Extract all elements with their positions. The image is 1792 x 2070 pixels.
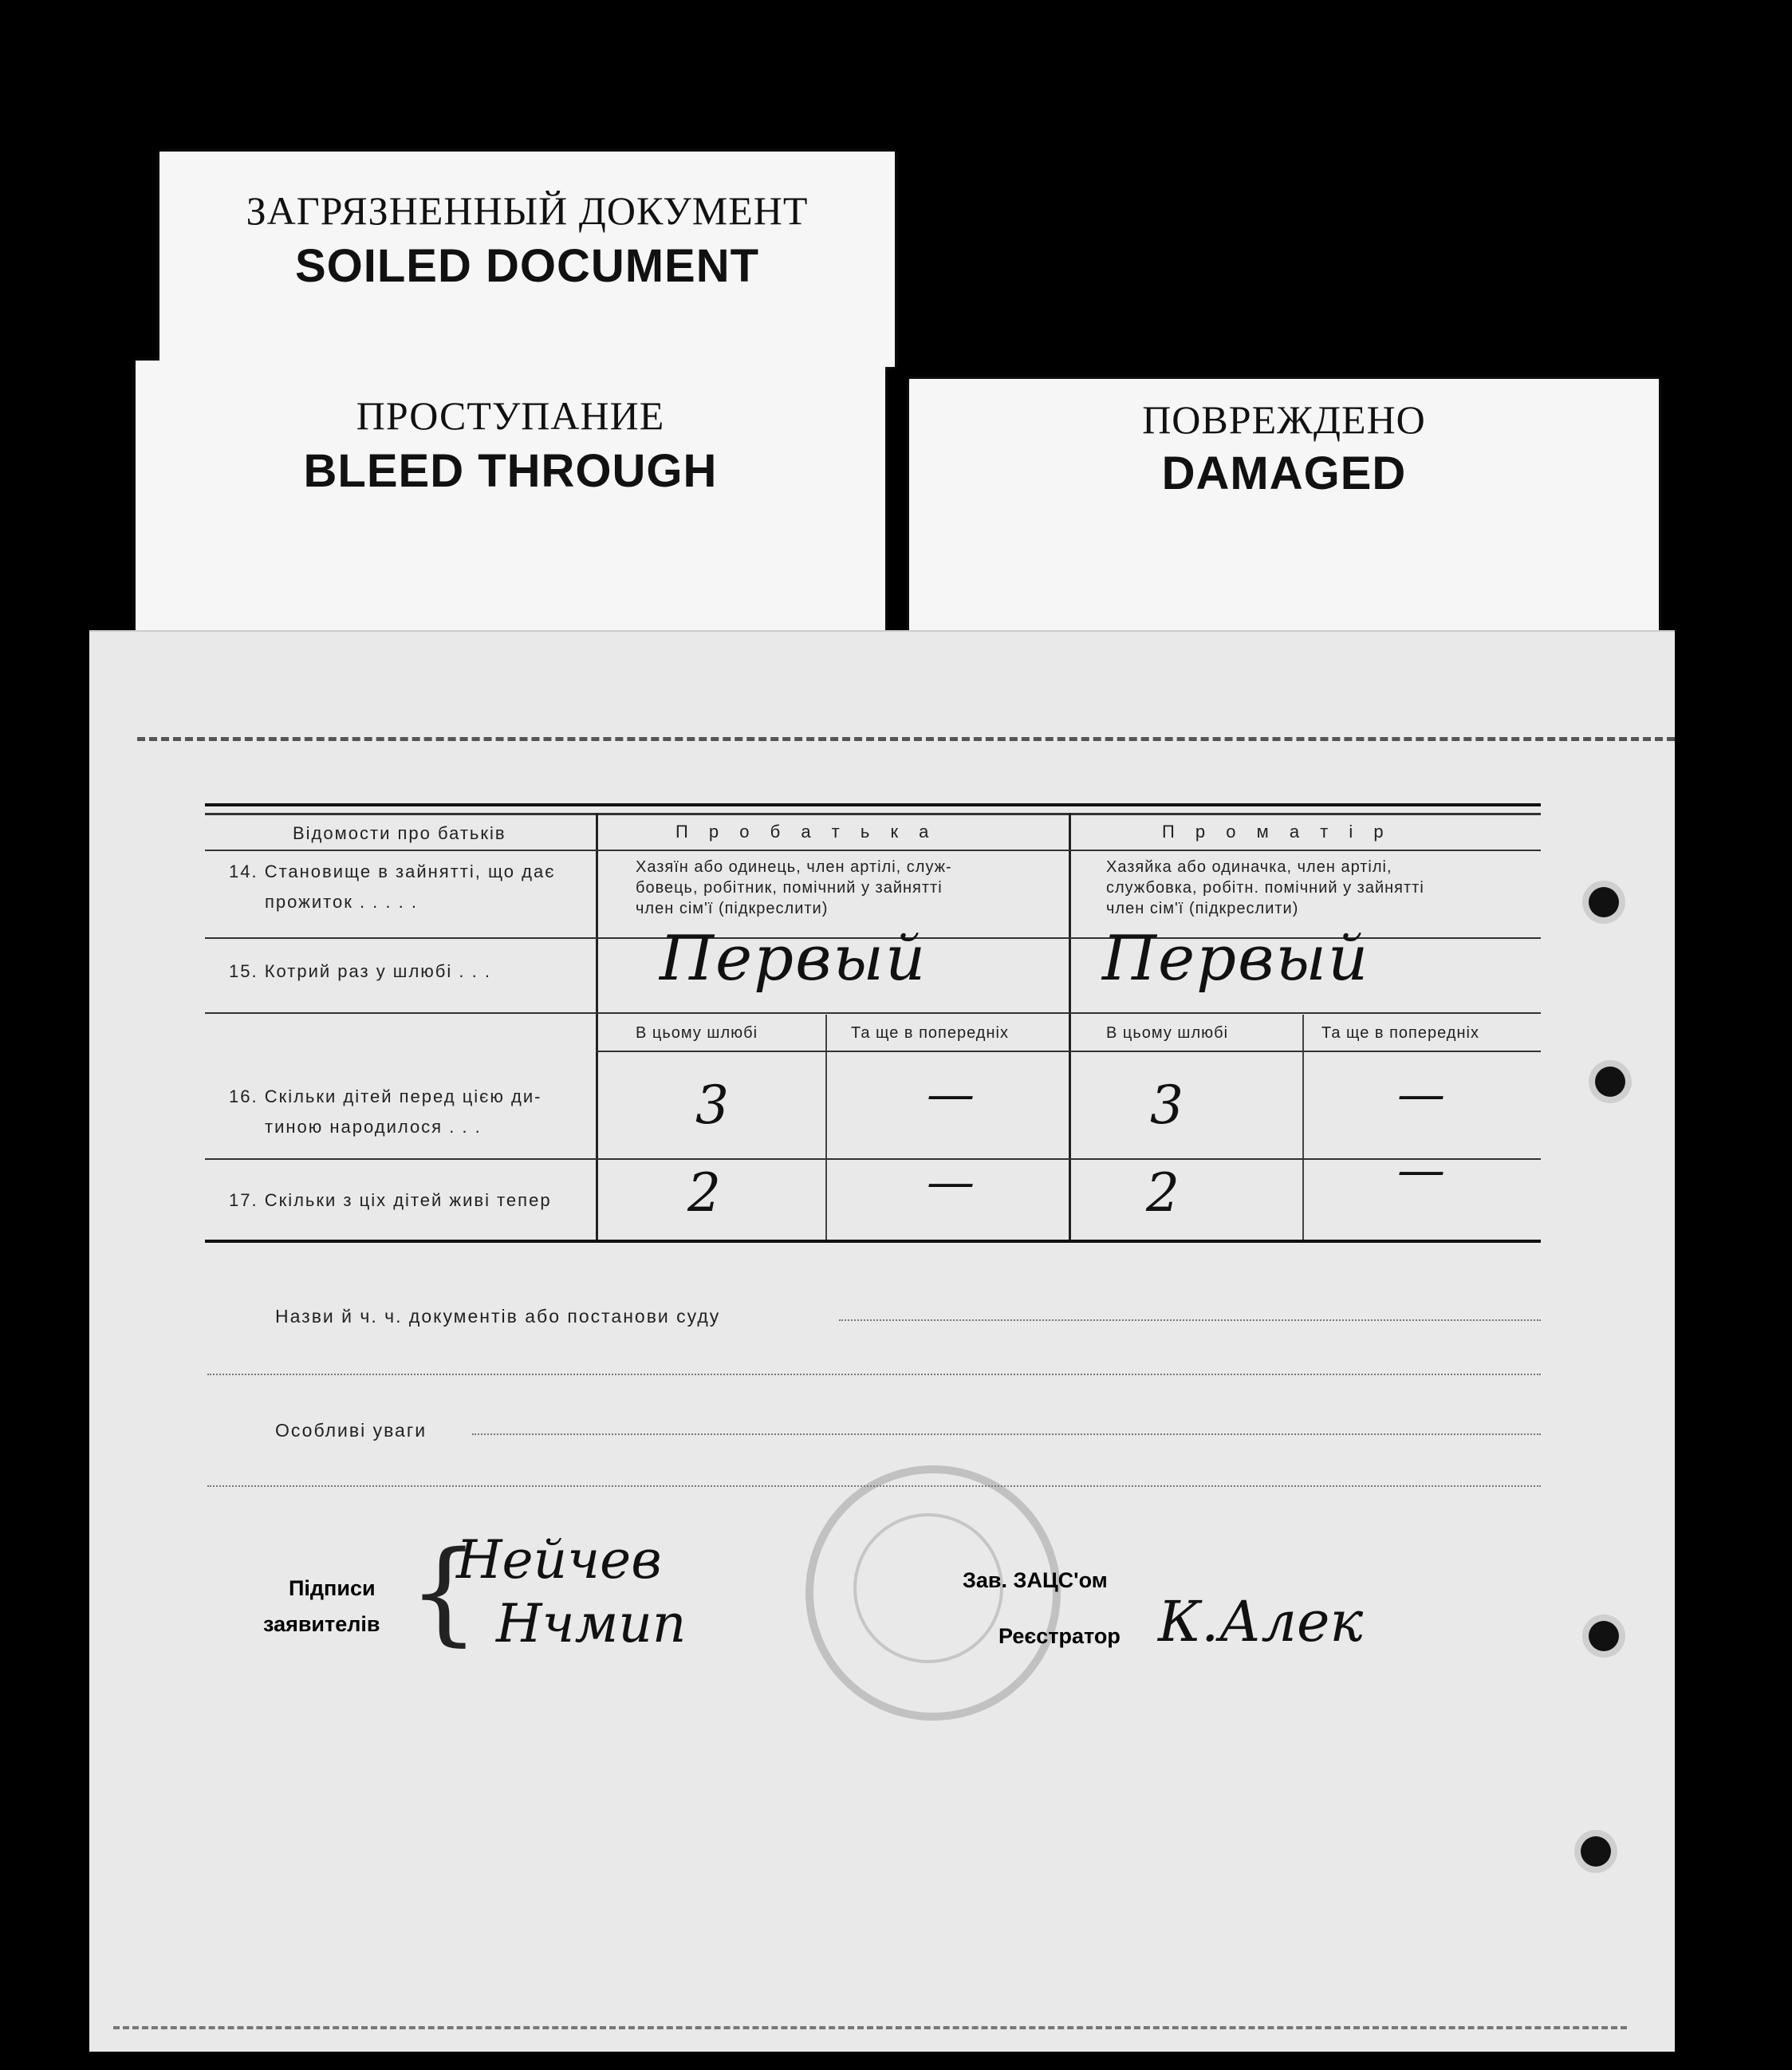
signature-brace: { xyxy=(408,1528,480,1658)
father-previous-header: Та ще в попередніх xyxy=(851,1024,1009,1042)
row16-mother-this: 3 xyxy=(1150,1074,1185,1136)
header-father: П р о б а т ь к а xyxy=(675,822,937,842)
row16-mother-prev: — xyxy=(1397,1067,1447,1122)
row14-father-2: бовець, робітник, помічний у зайнятті xyxy=(636,879,943,897)
row17-father-this: 2 xyxy=(687,1162,723,1224)
row17-father-prev: — xyxy=(927,1154,976,1210)
damaged-ru-label: ПОВРЕЖДЕНО xyxy=(1142,397,1426,442)
header-mother: П р о м а т і р xyxy=(1162,822,1392,842)
applicant-signature-1: Нейчев xyxy=(456,1529,662,1591)
row15-mother-value: Первый xyxy=(1102,923,1370,995)
soiled-ru-label: ЗАГРЯЗНЕННЫЙ ДОКУМЕНТ xyxy=(246,188,809,233)
row14-label-1: 14. Становище в зайнятті, що дає xyxy=(229,862,556,881)
row16-father-this: 3 xyxy=(695,1074,731,1136)
signatures-label-1: Підписи xyxy=(289,1576,376,1600)
row14-mother-1: Хазяйка або одиначка, член артілі, xyxy=(1106,858,1392,876)
father-this-marriage-header: В цьому шлюбі xyxy=(636,1024,758,1042)
soiled-en-label: SOILED DOCUMENT xyxy=(294,240,760,292)
row16-label-2: тиною народилося . . . xyxy=(265,1117,482,1137)
registrar-label: Реєстратор xyxy=(998,1624,1120,1648)
bleed-en-label: BLEED THROUGH xyxy=(303,445,718,497)
mother-this-marriage-header: В цьому шлюбі xyxy=(1106,1024,1229,1042)
row17-mother-this: 2 xyxy=(1146,1162,1181,1224)
documents-label: Назви й ч. ч. документів або постанови суду xyxy=(275,1306,721,1327)
punch-hole xyxy=(1595,1067,1625,1097)
bleed-ru-label: ПРОСТУПАНИЕ xyxy=(356,393,665,438)
row14-label-2: прожиток . . . . . xyxy=(265,892,418,912)
row14-father-3: член сім'ї (підкреслити) xyxy=(636,900,829,917)
damaged-en-label: DAMAGED xyxy=(1161,448,1407,499)
row16-father-prev: — xyxy=(927,1067,976,1122)
row14-mother-2: службовка, робітн. помічний у зайнятті xyxy=(1106,879,1424,897)
head-zags-label: Зав. ЗАЦС'ом xyxy=(963,1568,1108,1592)
punch-hole xyxy=(1589,1621,1619,1651)
perforation-bottom xyxy=(113,2026,1627,2029)
signatures-label-2: заявителів xyxy=(263,1612,380,1636)
bleed-through-card xyxy=(136,361,885,640)
record-sheet xyxy=(89,630,1675,2052)
row16-label-1: 16. Скільки дітей перед цією ди- xyxy=(229,1086,542,1106)
perforation-top xyxy=(137,737,1675,741)
row14-father-1: Хазяїн або одинець, член артілі, служ- xyxy=(636,858,952,876)
remarks-label: Особливі уваги xyxy=(275,1420,427,1441)
applicant-signature-2: Нчмип xyxy=(496,1593,687,1654)
registrar-signature: К.Алек xyxy=(1158,1589,1364,1654)
damaged-card xyxy=(909,379,1659,642)
row14-mother-3: член сім'ї (підкреслити) xyxy=(1106,900,1299,917)
header-parents-info: Відомости про батьків xyxy=(293,823,506,843)
row17-mother-prev: — xyxy=(1397,1142,1447,1198)
row15-label: 15. Котрий раз у шлюбі . . . xyxy=(229,961,491,981)
row15-father-value: Первый xyxy=(660,923,928,995)
punch-hole xyxy=(1589,887,1619,917)
soiled-document-card xyxy=(160,152,895,367)
punch-hole xyxy=(1581,1836,1611,1867)
mother-previous-header: Та ще в попередніх xyxy=(1321,1024,1479,1042)
row17-label: 17. Скільки з ціх дітей живі тепер xyxy=(229,1190,552,1210)
